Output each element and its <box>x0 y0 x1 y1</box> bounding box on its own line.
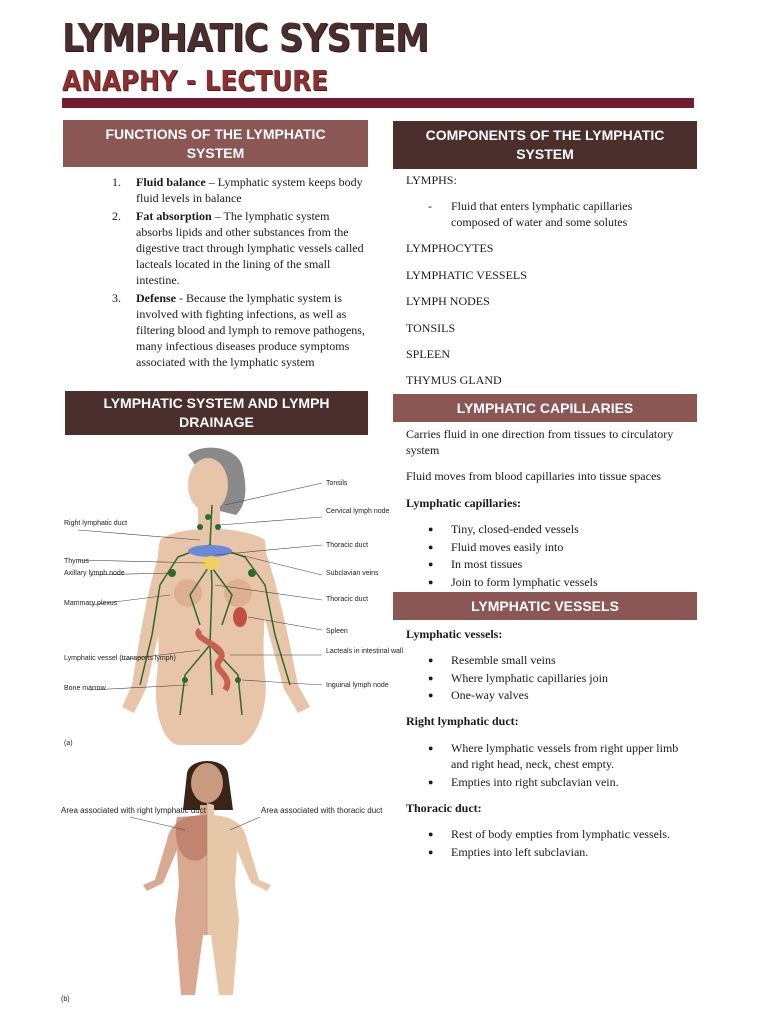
components-heading: COMPONENTS OF THE LYMPHATIC SYSTEM <box>393 121 697 169</box>
label-cervical-lymph-node: Cervical lymph node <box>326 508 390 515</box>
figure-b-tag: (b) <box>61 996 70 1003</box>
lymphs-label: LYMPHS: <box>406 173 457 187</box>
lymphatic-system-figure-a <box>60 445 404 750</box>
component-tonsils: TONSILS <box>406 321 456 335</box>
component-spleen: SPLEEN <box>406 347 451 361</box>
list-item: ● Join to form lymphatic vessels <box>428 574 598 589</box>
label-bone-marrow: Bone marrow <box>64 685 106 692</box>
label-axillary-lymph-node: Axillary lymph node <box>64 570 125 577</box>
lymphs-detail: Fluid that enters lymphatic capillaries composed of water and some solutes <box>451 199 633 229</box>
lymphs-detail-item <box>428 198 668 230</box>
capillaries-bullet-list <box>428 521 690 591</box>
label-lymphatic-vessel: Lymphatic vessel (transports lymph) <box>64 655 176 662</box>
function-item-defense: 3. Defense - Because the lymphatic system is involved with fighting infections, as well as filtering blood and lymph to remove pathogens, many infectious diseases produce symptoms associated with the lymphatic system <box>112 291 365 369</box>
component-lymphatic-vessels: LYMPHATIC VESSELS <box>406 268 527 282</box>
function-item-fluid-balance: 1. Fluid balance – Lymphatic system keeps body fluid levels in balance <box>112 175 363 205</box>
title-divider <box>62 98 694 108</box>
vessels-bullet-list <box>428 652 690 705</box>
list-item: ● In most tissues <box>428 557 523 571</box>
list-item: ● Fluid moves easily into <box>428 539 564 554</box>
list-item: ● Empties into right subclavian vein. <box>428 774 619 789</box>
label-thoracic-duct-upper: Thoracic duct <box>326 542 369 549</box>
vessels-subheading: Lymphatic vessels: <box>406 627 503 641</box>
functions-list <box>112 174 368 372</box>
function-item-fat-absorption: 2. Fat absorption – The lymphatic system absorbs lipids and other substances from the digestive tract through lymphatic vessels called lacteals located in the lining of the small intestine. <box>112 209 364 287</box>
list-item: ● Resemble small veins <box>428 653 556 667</box>
label-thymus: Thymus <box>64 558 89 565</box>
label-lacteals: Lacteals in intestinal wall <box>326 648 404 655</box>
label-right-lymphatic-duct-area: Area associated with right lymphatic duct <box>61 806 206 815</box>
label-spleen: Spleen <box>326 628 348 635</box>
label-subclavian-veins: Subclavian veins <box>326 570 379 577</box>
list-item: ● Rest of body empties from lymphatic vessels. <box>428 827 670 841</box>
drainage-heading: LYMPHATIC SYSTEM AND LYMPH DRAINAGE <box>65 391 368 435</box>
list-item: ● Where lymphatic vessels from right upper limb and right head, neck, chest empty. <box>428 741 679 771</box>
dash-marker: - <box>428 199 432 213</box>
figure-a-tag: (a) <box>64 740 73 747</box>
functions-heading: FUNCTIONS OF THE LYMPHATIC SYSTEM <box>63 120 368 167</box>
thoracic-duct-subheading: Thoracic duct: <box>406 801 482 815</box>
capillaries-heading: LYMPHATIC CAPILLARIES <box>393 394 697 422</box>
page-title: LYMPHATIC SYSTEM <box>62 16 429 60</box>
component-thymus-gland: THYMUS GLAND <box>406 373 502 387</box>
label-thoracic-duct-area: Area associated with thoracic duct <box>261 806 383 815</box>
list-item: ● Tiny, closed-ended vessels <box>428 522 579 536</box>
component-lymph-nodes: LYMPH NODES <box>406 294 490 308</box>
capillaries-subheading: Lymphatic capillaries: <box>406 496 521 510</box>
label-thoracic-duct-lower: Thoracic duct <box>326 596 369 603</box>
label-mammary-plexus: Mammary plexus <box>64 600 118 607</box>
page-subtitle: ANAPHY - LECTURE <box>62 64 328 97</box>
component-lymphocytes: LYMPHOCYTES <box>406 241 494 255</box>
right-lymphatic-duct-subheading: Right lymphatic duct: <box>406 714 519 728</box>
vessels-heading: LYMPHATIC VESSELS <box>393 592 697 620</box>
capillaries-paragraph-1: Carries fluid in one direction from tissues to circulatory system <box>406 427 674 457</box>
label-right-lymphatic-duct: Right lymphatic duct <box>64 520 128 527</box>
list-item: ● One-way valves <box>428 688 529 702</box>
lymph-drainage-areas-figure-b <box>55 755 383 1005</box>
thoracic-duct-bullet-list <box>428 826 690 861</box>
right-lymphatic-duct-bullet-list <box>428 740 690 791</box>
list-item: ● Empties into left subclavian. <box>428 844 589 859</box>
label-inguinal-lymph-node: Inguinal lymph node <box>326 682 389 689</box>
label-tonsils: Tonsils <box>326 480 348 487</box>
list-item: ● Where lymphatic capillaries join <box>428 670 608 685</box>
capillaries-paragraph-2: Fluid moves from blood capillaries into tissue spaces <box>406 469 661 483</box>
